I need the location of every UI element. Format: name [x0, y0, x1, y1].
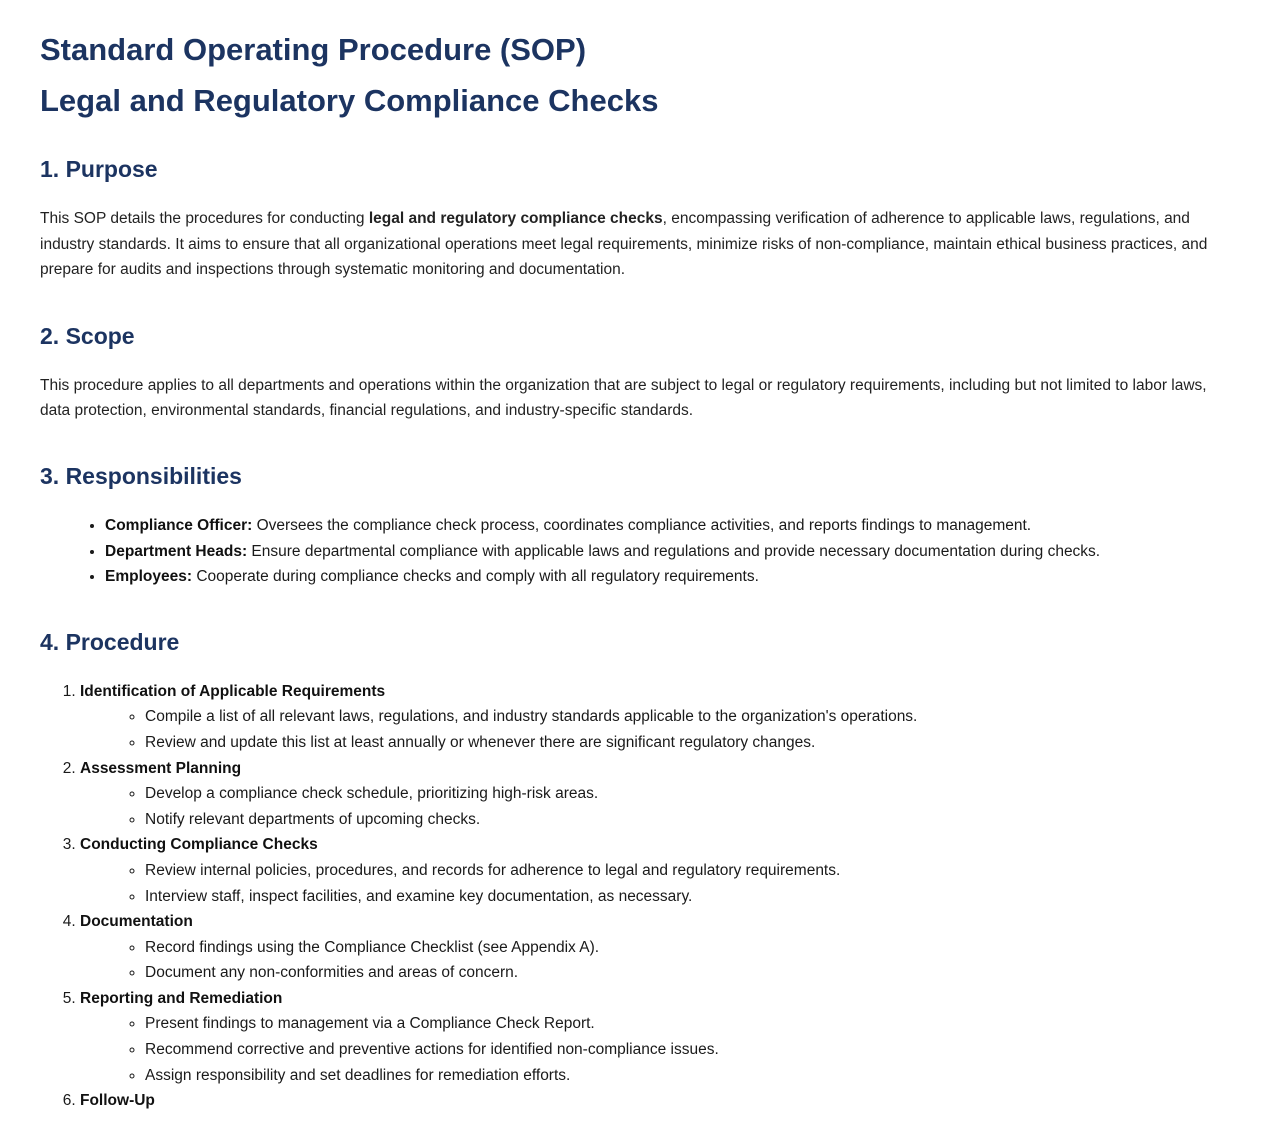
purpose-heading: 1. Purpose — [40, 156, 158, 182]
procedure-substeps — [80, 935, 1223, 986]
purpose-paragraph — [40, 206, 1223, 283]
responsibility-item — [105, 564, 1223, 590]
procedure-substep: ◦ Compile a list of all relevant laws, regulations, and industry standards applicable to the organization's operations. — [145, 704, 1223, 730]
responsibility-item — [105, 513, 1223, 539]
procedure-substep: ◦ Review and update this list at least annually or whenever there are significant regulatory changes. — [145, 730, 1223, 756]
procedure-substeps — [80, 1011, 1223, 1088]
procedure-substeps — [80, 781, 1223, 832]
responsibility-item — [105, 539, 1223, 565]
document-title-line-2: Legal and Regulatory Compliance Checks — [40, 83, 659, 118]
procedure-step-title: Identification of Applicable Requirements — [80, 682, 386, 700]
procedure-substep: ◦ Present findings to management via a Compliance Check Report. — [145, 1011, 1223, 1037]
responsibilities-heading: 3. Responsibilities — [40, 462, 242, 489]
procedure-step — [80, 1088, 1223, 1114]
procedure-substep: ◦ Review internal policies, procedures, and records for adherence to legal and regulatory requirements. — [145, 858, 1223, 884]
document-title-line-1: Standard Operating Procedure (SOP) — [40, 32, 587, 67]
responsibility-role: Employees: — [105, 568, 193, 586]
procedure-step-title: Assessment Planning — [80, 759, 242, 777]
procedure-steps-list — [40, 679, 1223, 1114]
scope-heading: 2. Scope — [40, 322, 135, 349]
responsibility-role: Compliance Officer: — [105, 516, 253, 534]
procedure-step-title: Follow-Up — [80, 1092, 155, 1110]
responsibility-description: Ensure departmental compliance with applicable laws and regulations and provide necessary documentation during checks. — [247, 542, 1101, 560]
procedure-substep: ◦ Record findings using the Compliance Checklist (see Appendix A). — [145, 935, 1223, 961]
responsibility-description: Cooperate during compliance checks and comply with all regulatory requirements. — [192, 568, 759, 586]
scope-paragraph: This procedure applies to all departments and operations within the organization that are subject to legal or regulatory requirements, including but not limited to labor laws, data protection, environmental standards, financial regulations, and industry-specific standards. — [40, 376, 1207, 420]
procedure-substep: ◦ Notify relevant departments of upcoming checks. — [145, 807, 1223, 833]
procedure-substep: ◦ Assign responsibility and set deadlines for remediation efforts. — [145, 1063, 1223, 1089]
procedure-substeps — [80, 858, 1223, 909]
procedure-step-title: Reporting and Remediation — [80, 989, 283, 1007]
procedure-substeps — [80, 704, 1223, 755]
purpose-text-start: This SOP details the procedures for conducting — [40, 210, 369, 227]
purpose-text-emphasis: legal and regulatory compliance checks — [368, 210, 663, 227]
procedure-step — [80, 986, 1223, 1088]
procedure-step-title: Conducting Compliance Checks — [80, 836, 318, 854]
procedure-substep: ◦ Develop a compliance check schedule, prioritizing high-risk areas. — [145, 781, 1223, 807]
responsibilities-list — [40, 513, 1223, 590]
procedure-substep: ◦ Interview staff, inspect facilities, and examine key documentation, as necessary. — [145, 884, 1223, 910]
responsibility-description: Oversees the compliance check process, coordinates compliance activities, and reports findings to management. — [252, 516, 1032, 534]
purpose-text-end: , encompassing verification of adherence to applicable laws, regulations, and industry standards. It aims to ensure that all organizational operations meet legal requirements, minimize risks of non-compliance, maintain ethical business practices, and prepare for audits and inspections through systematic monitoring and documentation. — [40, 210, 1208, 279]
procedure-step — [80, 756, 1223, 833]
procedure-substep: ◦ Document any non-conformities and areas of concern. — [145, 960, 1223, 986]
procedure-step-title: Documentation — [80, 913, 193, 931]
responsibility-role: Department Heads: — [105, 542, 248, 560]
procedure-step — [80, 909, 1223, 986]
procedure-substep: ◦ Recommend corrective and preventive actions for identified non-compliance issues. — [145, 1037, 1223, 1063]
procedure-step — [80, 679, 1223, 756]
procedure-heading: 4. Procedure — [40, 628, 180, 655]
procedure-step — [80, 832, 1223, 909]
